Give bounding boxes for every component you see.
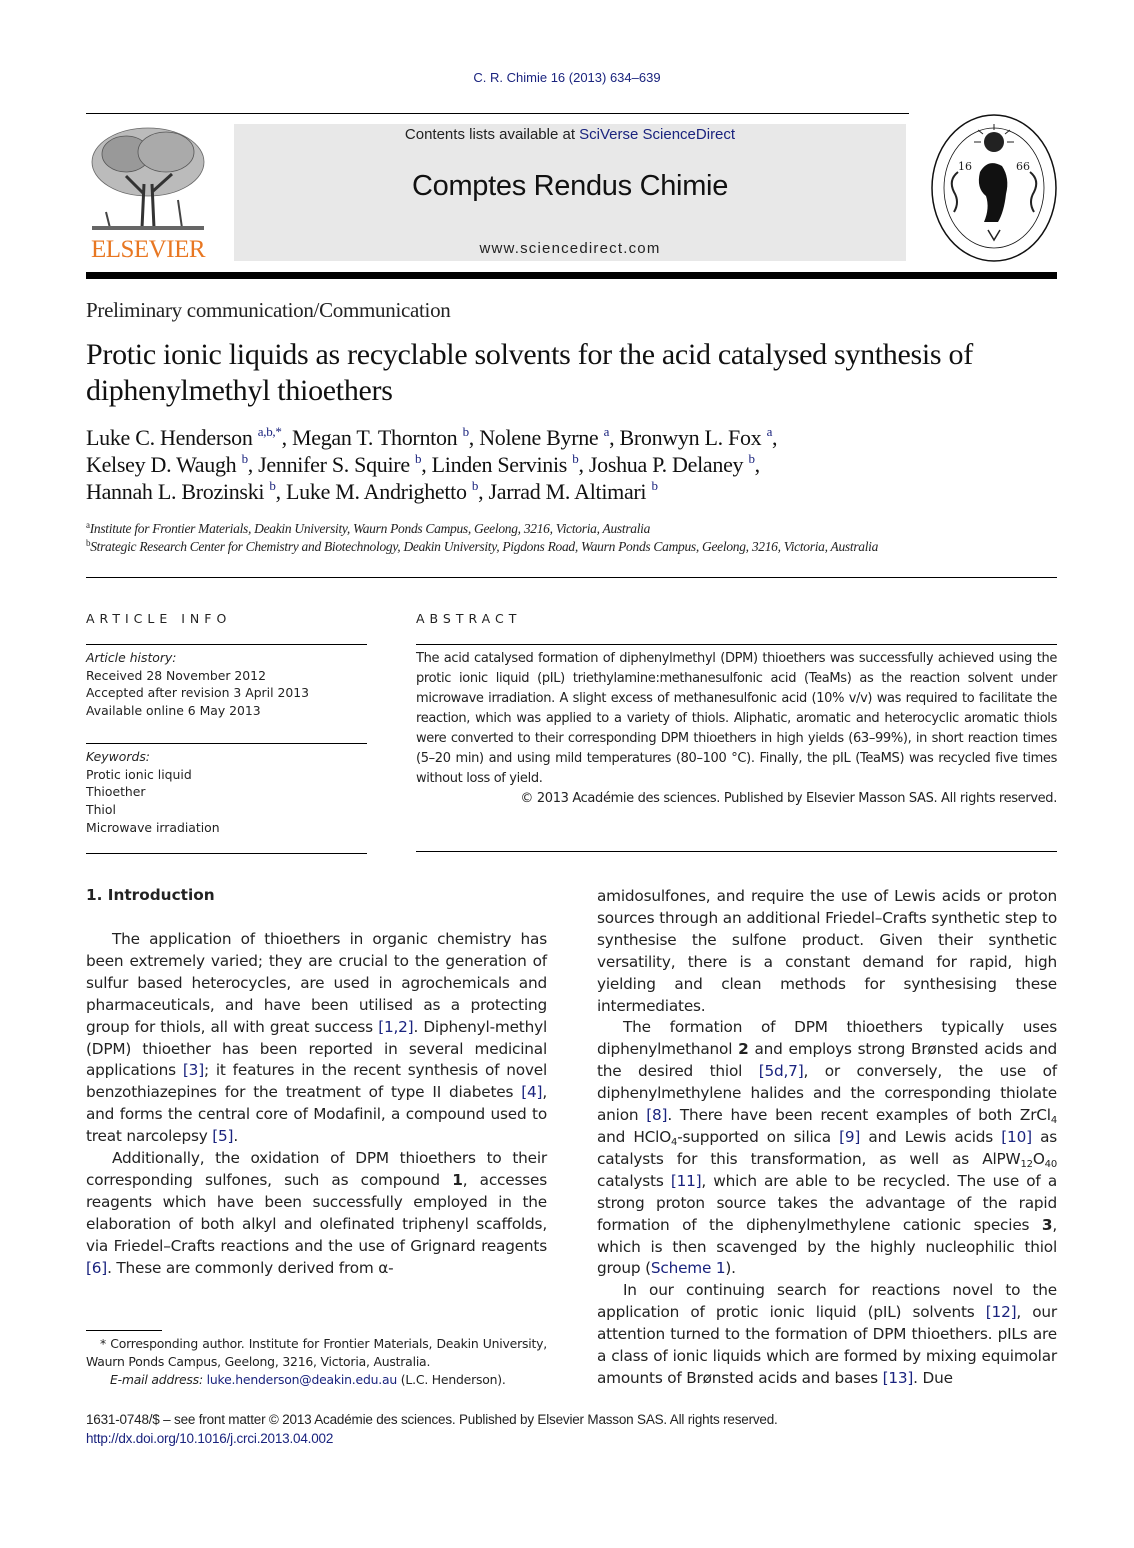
tree-icon: [86, 124, 210, 236]
header-thick-divider: [86, 272, 1057, 279]
affiliation-b: $^b$Strategic Research Center for Chemistry and Biotechnology, Deakin University, Pigdons Road, Waurn Ponds Campus, Geelong, 3216, Victoria, Australia: [86, 538, 879, 554]
history-label: Article history:: [86, 650, 177, 665]
author[interactable]: Luke M. Andrighetto $^b$: [286, 478, 479, 504]
body-right-column: [597, 886, 1057, 1390]
citation-link[interactable]: [8]: [646, 1106, 668, 1125]
svg-text:16: 16: [958, 160, 972, 173]
citation-link[interactable]: [1,2]: [378, 1017, 414, 1036]
keywords-label: Keywords:: [86, 749, 150, 764]
issn-copyright-line: 1631-0748/$ – see front matter © 2013 Académie des sciences. Published by Elsevier Masson SAS. All rights reserved.: [86, 1412, 778, 1427]
keyword: Microwave irradiation: [86, 819, 220, 835]
affiliation-mark[interactable]: a: [603, 424, 610, 439]
keywords: [86, 748, 371, 837]
history-online: Available online 6 May 2013: [86, 703, 261, 719]
section-divider: [86, 577, 1057, 578]
compound-number: 2: [738, 1040, 749, 1059]
citation-link[interactable]: [12]: [985, 1303, 1017, 1322]
history-received: Received 28 November 2012: [86, 667, 266, 683]
footnote-email: E-mail address: luke.henderson@deakin.edu.au (L.C. Henderson).: [110, 1372, 506, 1387]
divider: [416, 644, 1057, 645]
keyword: Thioether: [86, 784, 146, 800]
abstract: [416, 649, 1057, 809]
affiliation-a: $^a$Institute for Frontier Materials, Deakin University, Waurn Ponds Campus, Geelong, 3216, Victoria, Australia: [86, 520, 651, 536]
affiliation-mark[interactable]: b: [748, 451, 755, 466]
affiliation-mark[interactable]: b: [241, 451, 248, 466]
footnote-divider: [86, 1330, 162, 1331]
abstract-copyright: © 2013 Académie des sciences. Published by Elsevier Masson SAS. All rights reserved.: [520, 791, 1057, 806]
academy-seal-logo: [928, 112, 1060, 264]
author[interactable]: Nolene Byrne $^a$: [479, 424, 610, 450]
keyword: Protic ionic liquid: [86, 766, 192, 782]
email-link[interactable]: luke.henderson@deakin.edu.au: [206, 1372, 398, 1387]
journal-header: [234, 124, 906, 261]
citation-link[interactable]: [5d,7]: [758, 1062, 804, 1081]
scheme-link[interactable]: Scheme 1: [650, 1259, 726, 1278]
affiliation-mark[interactable]: a: [766, 424, 773, 439]
author[interactable]: Jarrad M. Altimari $^b$: [488, 478, 658, 504]
author[interactable]: Joshua P. Delaney $^b$: [588, 451, 755, 477]
author[interactable]: Linden Servinis $^b$: [431, 451, 579, 477]
paragraph: Additionally, the oxidation of DPM thioethers to their corresponding sulfones, such as compound 1, accesses reagents which have been successfully employed in the elaboration of both alkyl and olefinated triphenyl scaffolds, via Friedel–Crafts reactions and the use of Grignard reagents [6]. These are commonly derived from α-: [86, 1149, 547, 1277]
citation-link[interactable]: [5]: [212, 1127, 234, 1146]
contents-prefix: Contents lists available at: [404, 126, 580, 143]
doi-link[interactable]: http://dx.doi.org/10.1016/j.crci.2013.04.002: [86, 1431, 334, 1446]
author[interactable]: Jennifer S. Squire $^b$: [258, 451, 422, 477]
affiliations: [86, 520, 1066, 556]
article-title: Protic ionic liquids as recyclable solvents for the acid catalysed synthesis of diphenylmethyl thioethers: [86, 338, 973, 407]
journal-name: Comptes Rendus Chimie: [411, 170, 729, 202]
author[interactable]: Megan T. Thornton $^b$: [291, 424, 469, 450]
corresponding-author-footnote: [86, 1335, 547, 1389]
author[interactable]: Bronwyn L. Fox $^a$: [619, 424, 773, 450]
affiliation-mark[interactable]: b: [415, 451, 422, 466]
article-history: [86, 649, 371, 720]
section-heading-introduction: 1. Introduction: [86, 886, 215, 904]
svg-text:66: 66: [1016, 160, 1030, 173]
academy-seal-icon: [928, 112, 1060, 264]
article-type: Preliminary communication/Communication: [86, 298, 451, 322]
affiliation-mark[interactable]: b: [471, 478, 479, 493]
journal-url[interactable]: www.sciencedirect.com: [479, 240, 661, 257]
paragraph: amidosulfones, and require the use of Lewis acids or proton sources through an additional Friedel–Crafts synthetic step to synthesise the sulfone product. Given their synthetic versatility, there is a constant demand for rapid, high yielding and clean methods for synthesising these intermediates.: [597, 887, 1057, 1015]
article-info-heading: ARTICLE INFO: [86, 611, 232, 626]
affiliation-mark[interactable]: b: [651, 478, 658, 493]
body-left-column: [86, 929, 547, 1280]
divider: [416, 851, 1057, 852]
author-list: Luke C. Henderson $^{a,b,*}$, Megan T. Thornton $^b$, Nolene Byrne $^a$, Bronwyn L. Fox $^a$, Kelsey D. Waugh $^b$, Jennifer S. Squire $^b$, Linden Servinis $^b$, Joshua P. Delaney $^b$, Hannah L. Brozinski $^b$, Luke M. Andrighetto $^b$, Jarrad M. Altimari $^b$: [86, 424, 778, 504]
author[interactable]: Hannah L. Brozinski $^b$: [86, 478, 276, 504]
abstract-heading: ABSTRACT: [416, 611, 522, 626]
elsevier-wordmark: ELSEVIER: [90, 236, 206, 263]
sciencedirect-link[interactable]: SciVerse ScienceDirect: [579, 126, 736, 143]
citation-link[interactable]: [3]: [182, 1061, 204, 1080]
paragraph: In our continuing search for reactions novel to the application of protic ionic liquid (pIL) solvents [12], our attention turned to the formation of DPM thioethers. pILs are a class of ionic liquids which are formed by mixing equimolar amounts of Brønsted acids and bases [13]. Due: [597, 1281, 1057, 1387]
compound-number: 1: [452, 1170, 463, 1189]
paragraph: The formation of DPM thioethers typically uses diphenylmethanol 2 and employs strong Brønsted acids and the desired thiol [5d,7], or conversely, the use of diphenylmethylene halides and the corresponding thiolate anion [8]. There have been recent examples of both ZrCl$_4$ and HClO$_4$-supported on silica [9] and Lewis acids [10] as catalysts for this transformation, as well as $AlPW_{12}O_{40}$ catalysts [11], which are able to be recycled. The use of a strong proton source takes the advantage of the rapid formation of the diphenylmethylene cationic species 3, which is then scavenged by the highly nucleophilic thiol group (Scheme 1).: [597, 1018, 1058, 1278]
divider: [86, 644, 367, 645]
citation-link[interactable]: [13]: [882, 1368, 914, 1387]
divider: [86, 743, 367, 744]
footnote-text: * Corresponding author. Institute for Frontier Materials, Deakin University, Waurn Ponds Campus, Geelong, 3216, Victoria, Australia.: [86, 1336, 547, 1369]
affiliation-mark[interactable]: b: [462, 424, 469, 439]
contents-line: [234, 126, 906, 143]
citation-link[interactable]: [9]: [839, 1127, 861, 1146]
abstract-text: The acid catalysed formation of diphenylmethyl (DPM) thioethers was successfully achieved using the protic ionic liquid (pIL) triethylamine:methanesulfonic acid (TeaMs) as the reaction solvent under microwave irradiation. A slight excess of methanesulfonic acid (10% v/v) was required to facilitate the reaction, which was applied to a variety of thiols. Aliphatic, aromatic and heterocyclic aromatic thiols were converted to their corresponding DPM thioethers in high yields (63–99%), in short reaction times (5–20 min) and using mild temperatures (80–100 °C). Finally, the pIL (TeaMS) was recycled five times without loss of yield.: [416, 651, 1057, 786]
citation-link[interactable]: [4]: [521, 1083, 543, 1102]
author[interactable]: Luke C. Henderson $^{a,b,*}$: [86, 424, 282, 450]
bottom-meta: [86, 1410, 986, 1448]
compound-number: 3: [1041, 1215, 1053, 1234]
paragraph: The application of thioethers in organic chemistry has been extremely varied; they are crucial to the generation of sulfur based heterocycles, are used in agrochemicals and pharmaceuticals, and have been utilised as a protecting group for thiols, all with great success [1,2]. Diphenyl-methyl (DPM) thioether has been reported in several medicinal applications [3]; it features in the recent synthesis of novel benzothiazepines for the treatment of type II diabetes [4], and forms the central core of Modafinil, a compound used to treat narcolepsy [5].: [86, 930, 548, 1146]
citation-link[interactable]: [10]: [1001, 1127, 1032, 1146]
journal-reference[interactable]: C. R. Chimie 16 (2013) 634–639: [473, 70, 661, 85]
elsevier-logo[interactable]: [86, 124, 210, 264]
affiliation-mark[interactable]: b: [572, 451, 579, 466]
divider: [86, 853, 367, 854]
top-divider: [86, 113, 909, 114]
keyword: Thiol: [86, 802, 116, 818]
author[interactable]: Kelsey D. Waugh $^b$: [86, 451, 248, 477]
citation-link[interactable]: [11]: [670, 1171, 702, 1190]
history-accepted: Accepted after revision 3 April 2013: [86, 685, 310, 701]
affiliation-mark[interactable]: b: [269, 478, 276, 493]
citation-link[interactable]: [6]: [86, 1258, 108, 1277]
affiliation-mark[interactable]: a,b,*: [257, 424, 282, 439]
